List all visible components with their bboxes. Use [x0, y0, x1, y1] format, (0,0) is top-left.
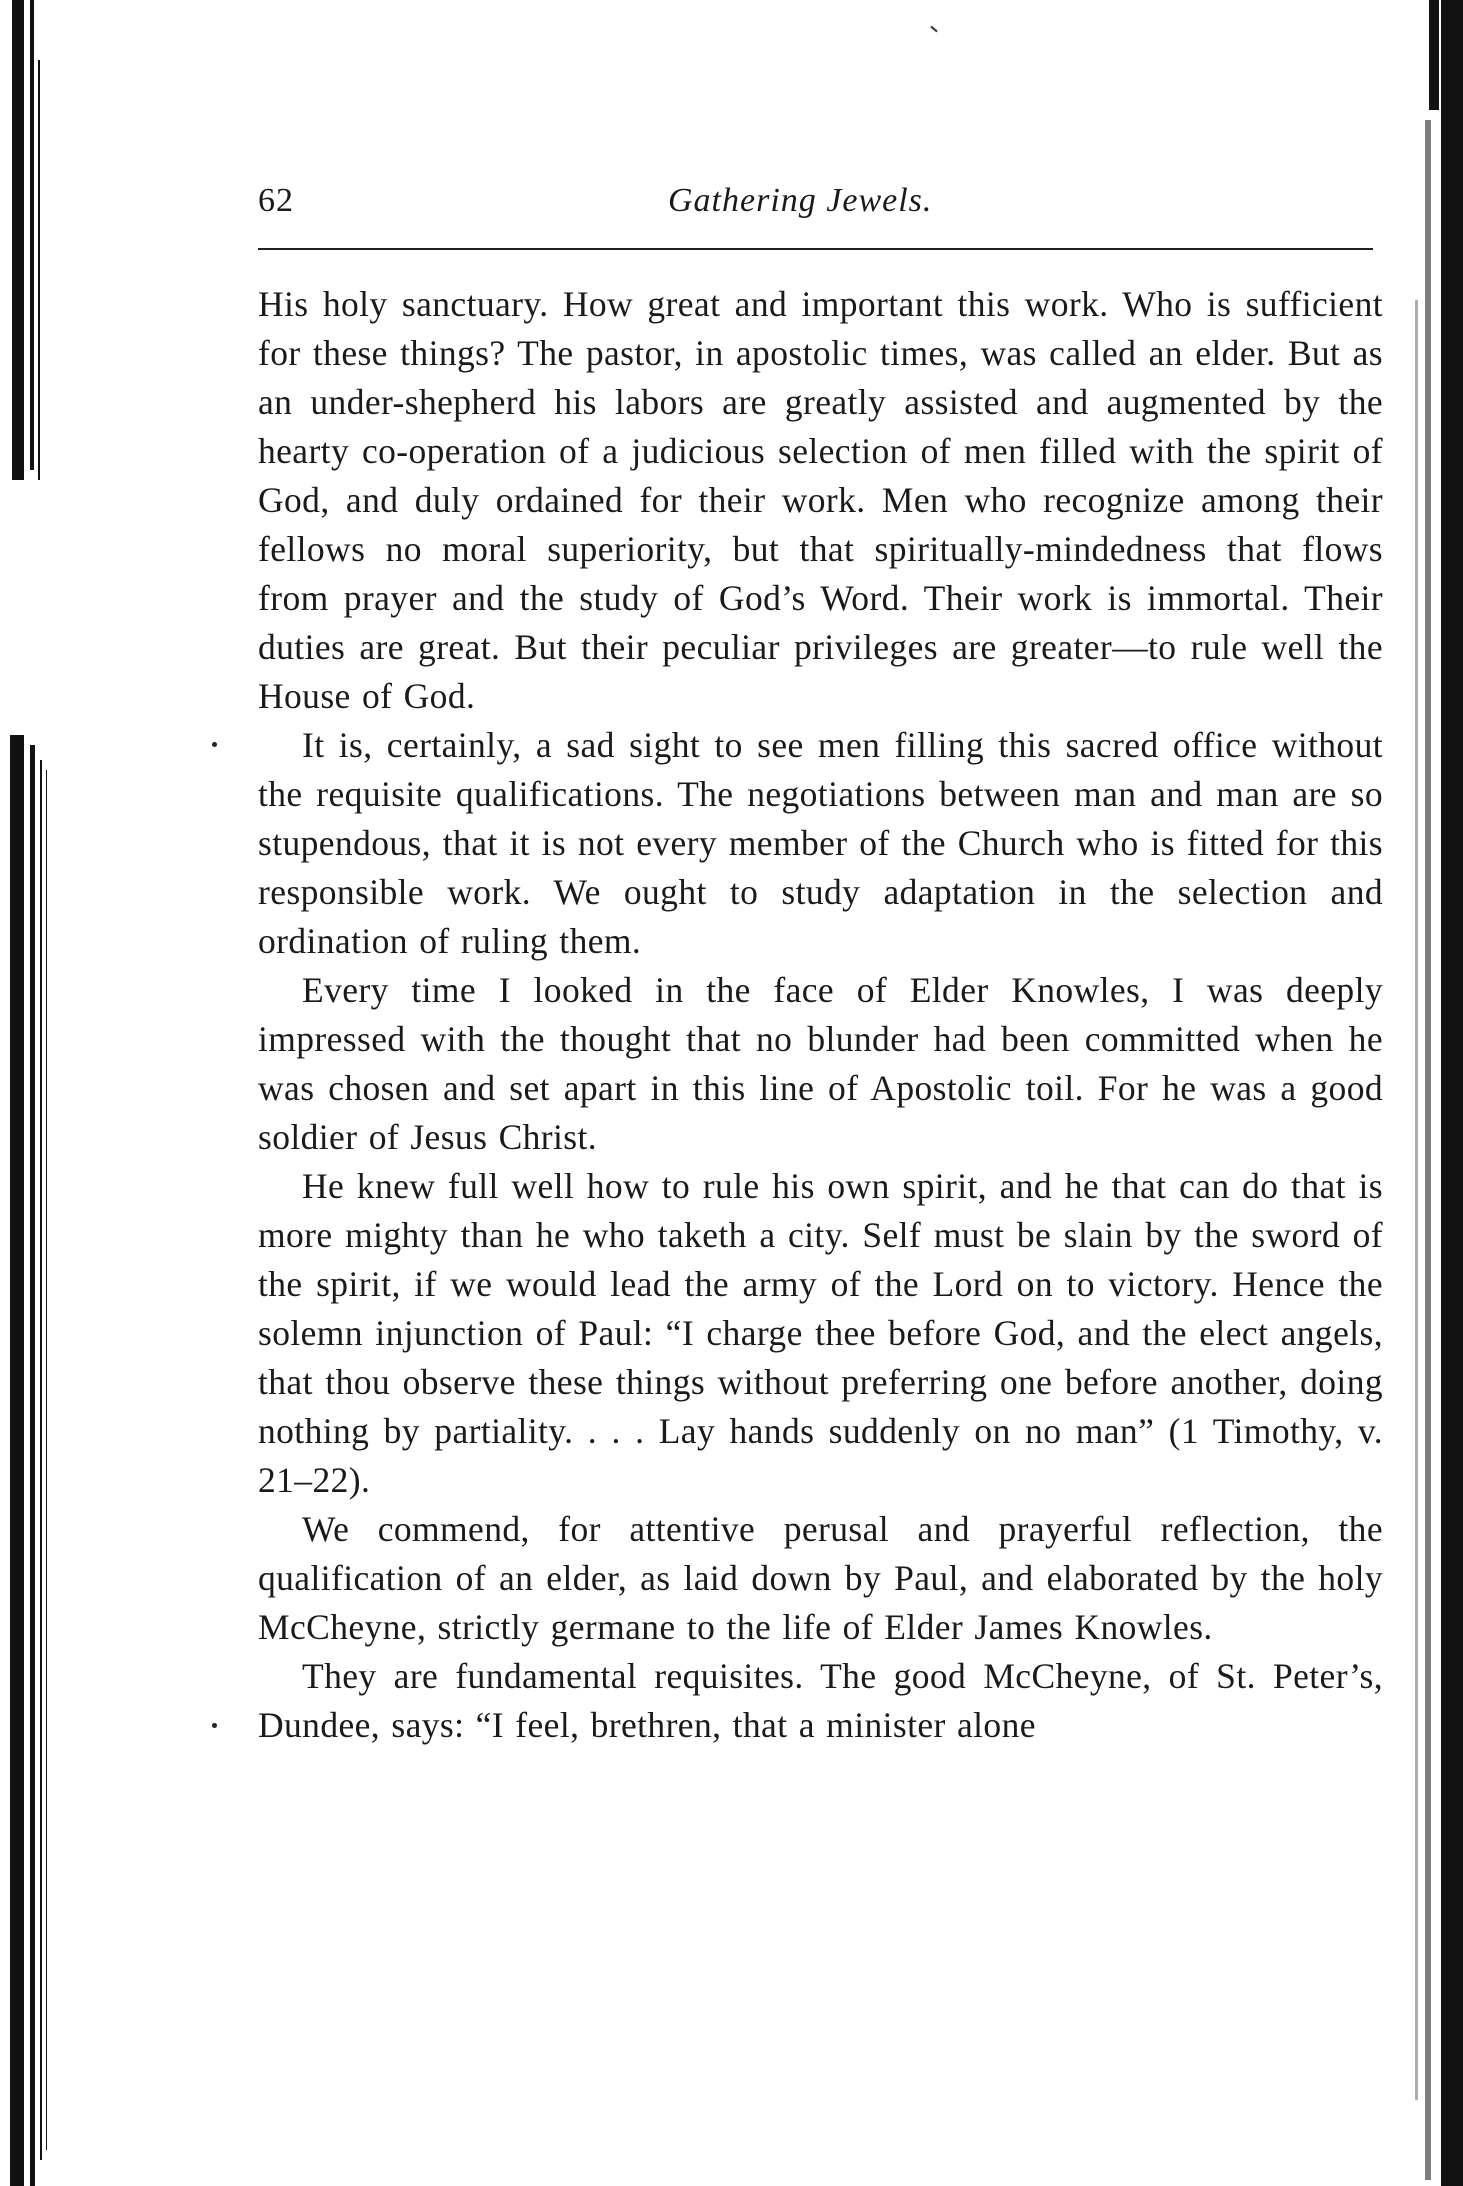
- paragraph-6: They are fundamental requisites. The good McCheyne, of St. Peter’s, Dundee, says: “I feel, brethren, that a minister alone: [258, 1656, 1383, 1745]
- paragraph-5: We commend, for attentive perusal and prayerful reflection, the qualification of an elder, as laid down by Paul, and elaborated by the holy McCheyne, strictly germane to the life of Elder James Knowles.: [258, 1509, 1383, 1647]
- stray-mark: [930, 26, 937, 33]
- right-scan-edge: [1407, 0, 1463, 2186]
- paragraph-2: It is, certainly, a sad sight to see men filling this sacred office without the requisite qualifications. The negotiations between man and man are so stupendous, that it is not every member of the Church who is fitted for this responsible work. We ought to study adaptation in the selection and ordination of ruling them.: [258, 725, 1383, 961]
- paragraph-3: Every time I looked in the face of Elder Knowles, I was deeply impressed with the thought that no blunder had been committed when he was chosen and set apart in this line of Apostolic toil. For he was a good soldier of Jesus Christ.: [258, 970, 1383, 1157]
- paragraph-4: He knew full well how to rule his own spirit, and he that can do that is more mighty than he who taketh a city. Self must be slain by the sword of the spirit, if we would lead the army of the Lord on to victory. Hence the solemn injunction of Paul: “I charge thee before God, and the elect angels, that thou observe these things without preferring one before another, doing nothing by partiality. . . . Lay hands suddenly on no man” (1 Timothy, v. 21–22).: [258, 1166, 1383, 1500]
- page-number: 62: [258, 182, 294, 219]
- book-page: [258, 170, 1388, 1745]
- left-scan-edge: [0, 0, 62, 2186]
- paragraph-1: His holy sanctuary. How great and important this work. Who is sufficient for these things? The pastor, in apostolic times, was called an elder. But as an under-shepherd his labors are greatly assisted and augmented by the hearty co-operation of a judicious selection of men filled with the spirit of God, and duly ordained for their work. Men who recognize among their fellows no moral superiority, but that spiritually-mindedness that flows from prayer and the study of God’s Word. Their work is immortal. Their duties are great. But their peculiar privileges are greater—to rule well the House of God.: [258, 284, 1383, 716]
- running-title: Gathering Jewels.: [668, 182, 933, 219]
- body-text: [258, 280, 1383, 1750]
- header-rule: [258, 248, 1373, 250]
- margin-dot: [212, 1723, 217, 1728]
- running-head: [258, 170, 1388, 230]
- margin-dot: [212, 742, 217, 747]
